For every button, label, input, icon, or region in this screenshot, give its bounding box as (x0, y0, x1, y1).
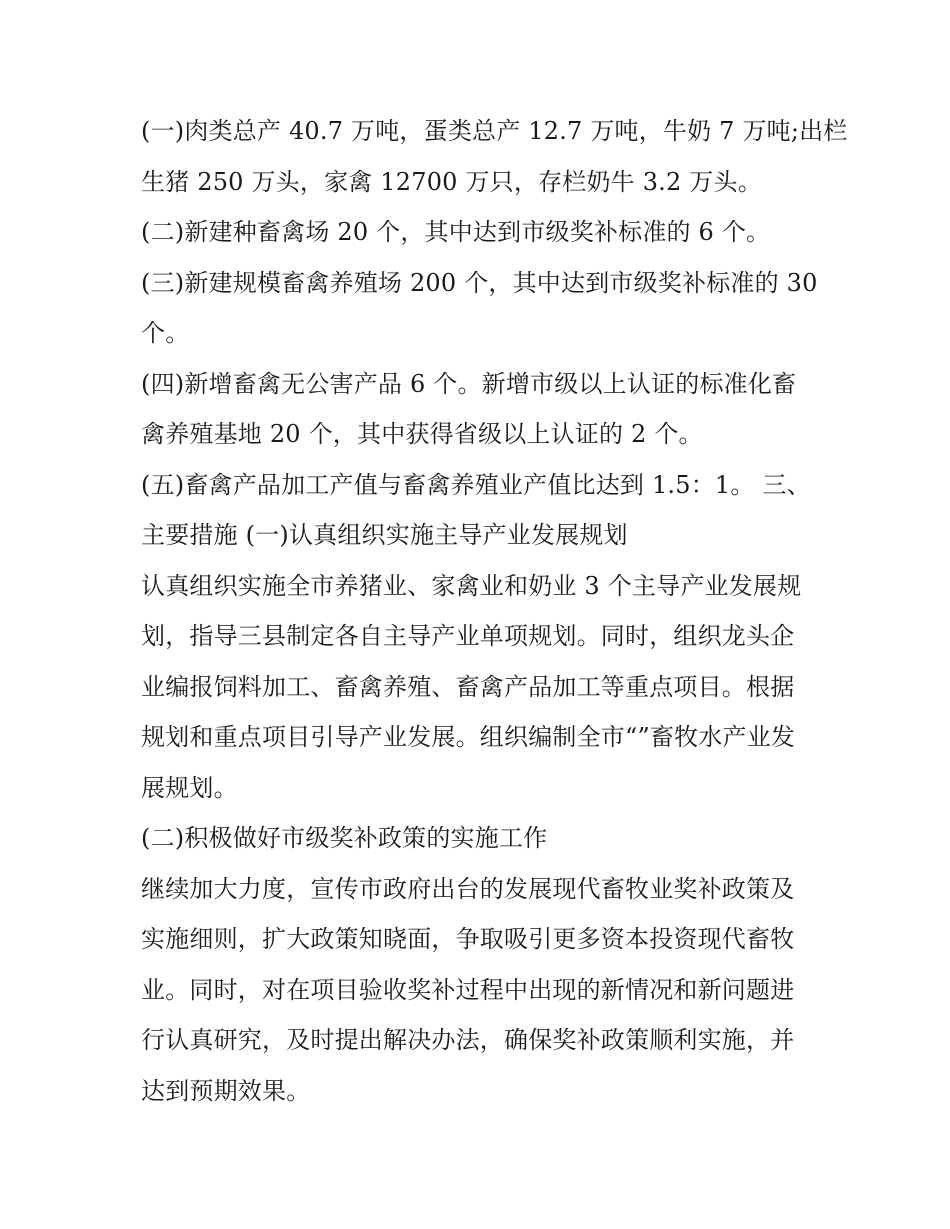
text-line: 个。 (141, 319, 190, 347)
section-heading: (二)积极做好市级奖补政策的实施工作 (141, 824, 548, 852)
text-line: 展规划。 (141, 773, 238, 802)
document-page (141, 106, 848, 1116)
text-line: 认真组织实施全市养猪业、家禽业和奶业 3 个主导产业发展规 (141, 571, 802, 600)
text-line: 继续加大力度，宣传市政府出台的发展现代畜牧业奖补政策及 (141, 874, 795, 903)
text-line: (三)新建规模畜禽养殖场 200 个，其中达到市级奖补标准的 30 (141, 268, 818, 297)
text-line: 业。同时，对在项目验收奖补过程中出现的新情况和新问题进 (141, 975, 795, 1004)
text-line: (五)畜禽产品加工产值与畜禽养殖业产值比达到 1.5：1。 三、 (141, 470, 811, 499)
text-line: (二)新建种畜禽场 20 个，其中达到市级奖补标准的 6 个。 (141, 218, 771, 246)
text-line: 业编报饲料加工、畜禽养殖、畜禽产品加工等重点项目。根据 (141, 672, 795, 701)
text-line: (四)新增畜禽无公害产品 6 个。新增市级以上认证的标准化畜 (141, 369, 797, 398)
text-line: 禽养殖基地 20 个，其中获得省级以上认证的 2 个。 (141, 420, 703, 448)
text-line: 划，指导三县制定各自主导产业单项规划。同时，组织龙头企 (141, 622, 795, 650)
text-line: 生猪 250 万头，家禽 12700 万只，存栏奶牛 3.2 万头。 (141, 167, 762, 196)
text-line: 实施细则，扩大政策知晓面，争取吸引更多资本投资现代畜牧 (141, 925, 795, 953)
text-line: (一)肉类总产 40.7 万吨，蛋类总产 12.7 万吨，牛奶 7 万吨;出栏 (141, 117, 848, 145)
text-line: 行认真研究，及时提出解决办法，确保奖补政策顺利实施，并 (141, 1026, 795, 1054)
text-line: 达到预期效果。 (141, 1076, 311, 1105)
text-line: 规划和重点项目引导产业发展。组织编制全市“”畜牧水产业发 (141, 723, 796, 751)
section-heading: 主要措施 (一)认真组织实施主导产业发展规划 (141, 521, 628, 549)
